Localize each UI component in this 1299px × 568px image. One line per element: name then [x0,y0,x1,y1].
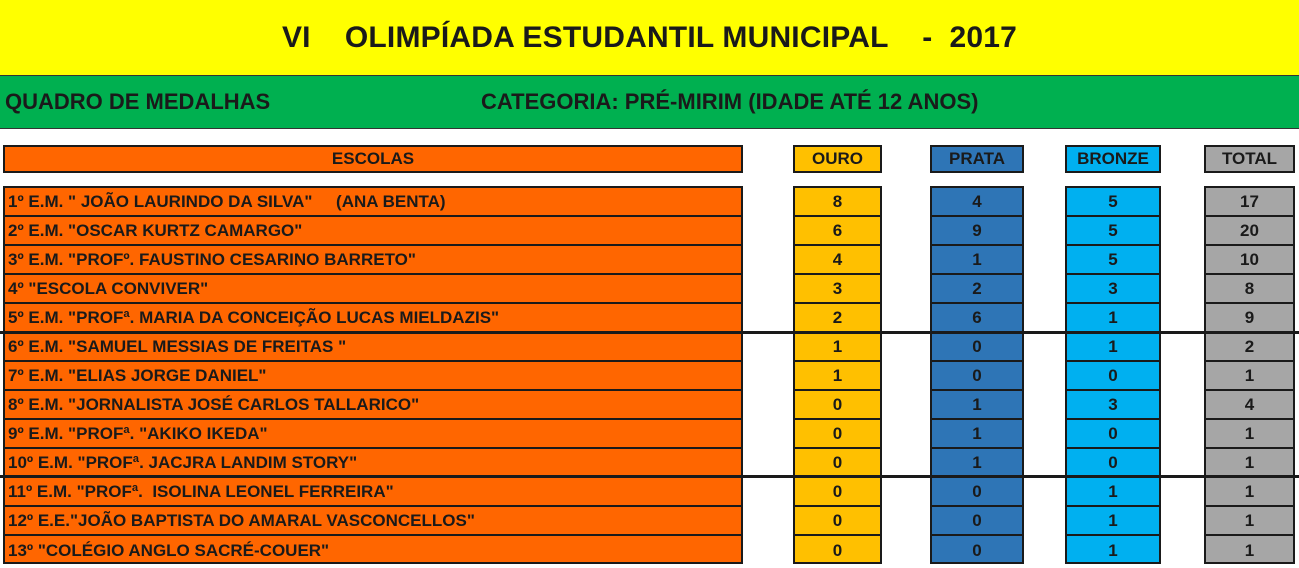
bronze-count: 1 [1067,333,1159,362]
bronze-count: 5 [1067,188,1159,217]
total-count: 4 [1206,391,1293,420]
total-count: 20 [1206,217,1293,246]
total-column [1204,186,1295,564]
bronze-count: 3 [1067,275,1159,304]
bronze-count: 0 [1067,420,1159,449]
bronze-count: 0 [1067,449,1159,478]
school-name: 5º E.M. "PROFª. MARIA DA CONCEIÇÃO LUCAS MIELDAZIS" [5,304,741,333]
silver-count: 1 [932,420,1022,449]
gold-count: 0 [832,540,843,560]
total-count: 2 [1206,333,1293,362]
school-name: 11º E.M. "PROFª. ISOLINA LEONEL FERREIRA" [5,478,741,507]
silver-count: 0 [932,507,1022,536]
page-title: VI OLIMPÍADA ESTUDANTIL MUNICIPAL - 2017 [281,20,1018,54]
gold-count: 8 [795,188,880,217]
gold-count: 2 [795,304,880,333]
silver-column [930,186,1024,564]
bronze-count: 1 [1067,478,1159,507]
total-count: 1 [1206,420,1293,449]
title-bar [0,0,1299,75]
gold-count: 6 [795,217,880,246]
total-count: 1 [1206,362,1293,391]
bronze-count: 5 [1067,217,1159,246]
silver-count: 0 [932,478,1022,507]
gold-count: 3 [795,275,880,304]
header-total: TOTAL [1204,145,1295,173]
total-count: 1 [1206,478,1293,507]
divider-rule [0,475,1299,478]
bronze-count: 1 [1067,304,1159,333]
header-gold: OURO [793,145,882,173]
bronze-count: 1 [1108,540,1118,560]
school-name: 9º E.M. "PROFª. "AKIKO IKEDA" [5,420,741,449]
silver-count: 0 [932,362,1022,391]
gold-column [793,186,882,564]
divider-rule [0,331,1299,334]
medal-board-label: QUADRO DE MEDALHAS [5,89,271,114]
silver-count: 1 [932,246,1022,275]
total-count: 8 [1206,275,1293,304]
bronze-column [1065,186,1161,564]
school-name: 1º E.M. " JOÃO LAURINDO DA SILVA" (ANA BENTA) [5,188,741,217]
bronze-count: 5 [1067,246,1159,275]
school-name: 12º E.E."JOÃO BAPTISTA DO AMARAL VASCONCELLOS" [5,507,741,536]
total-count: 10 [1206,246,1293,275]
schools-column [3,186,743,564]
school-name: 3º E.M. "PROFº. FAUSTINO CESARINO BARRETO" [5,246,741,275]
header-schools: ESCOLAS [3,145,743,173]
school-name: 8º E.M. "JORNALISTA JOSÉ CARLOS TALLARICO" [5,391,741,420]
silver-count: 2 [932,275,1022,304]
school-name: 13º "COLÉGIO ANGLO SACRÉ-COUER" [8,540,330,560]
silver-count: 1 [932,449,1022,478]
total-count: 17 [1206,188,1293,217]
gold-count: 0 [795,478,880,507]
header-bronze: BRONZE [1065,145,1161,173]
total-count: 1 [1206,507,1293,536]
school-name: 2º E.M. "OSCAR KURTZ CAMARGO" [5,217,741,246]
total-count: 1 [1244,540,1255,560]
silver-count: 6 [932,304,1022,333]
school-name: 4º "ESCOLA CONVIVER" [5,275,741,304]
gold-count: 1 [795,362,880,391]
school-name: 10º E.M. "PROFª. JACJRA LANDIM STORY" [5,449,741,478]
subtitle-bar [0,75,1299,129]
silver-count: 9 [932,217,1022,246]
bronze-count: 0 [1067,362,1159,391]
bronze-count: 3 [1067,391,1159,420]
school-name: 6º E.M. "SAMUEL MESSIAS DE FREITAS " [5,333,741,362]
gold-count: 4 [795,246,880,275]
category-label: CATEGORIA: PRÉ-MIRIM (IDADE ATÉ 12 ANOS) [481,89,979,114]
total-count: 9 [1206,304,1293,333]
silver-count: 4 [932,188,1022,217]
total-count: 1 [1206,449,1293,478]
gold-count: 0 [795,449,880,478]
gold-count: 0 [795,391,880,420]
header-silver: PRATA [930,145,1024,173]
gold-count: 0 [795,420,880,449]
gold-count: 1 [795,333,880,362]
silver-count: 1 [932,391,1022,420]
silver-count: 0 [972,540,982,560]
silver-count: 0 [932,333,1022,362]
bronze-count: 1 [1067,507,1159,536]
gold-count: 0 [795,507,880,536]
school-name: 7º E.M. "ELIAS JORGE DANIEL" [5,362,741,391]
